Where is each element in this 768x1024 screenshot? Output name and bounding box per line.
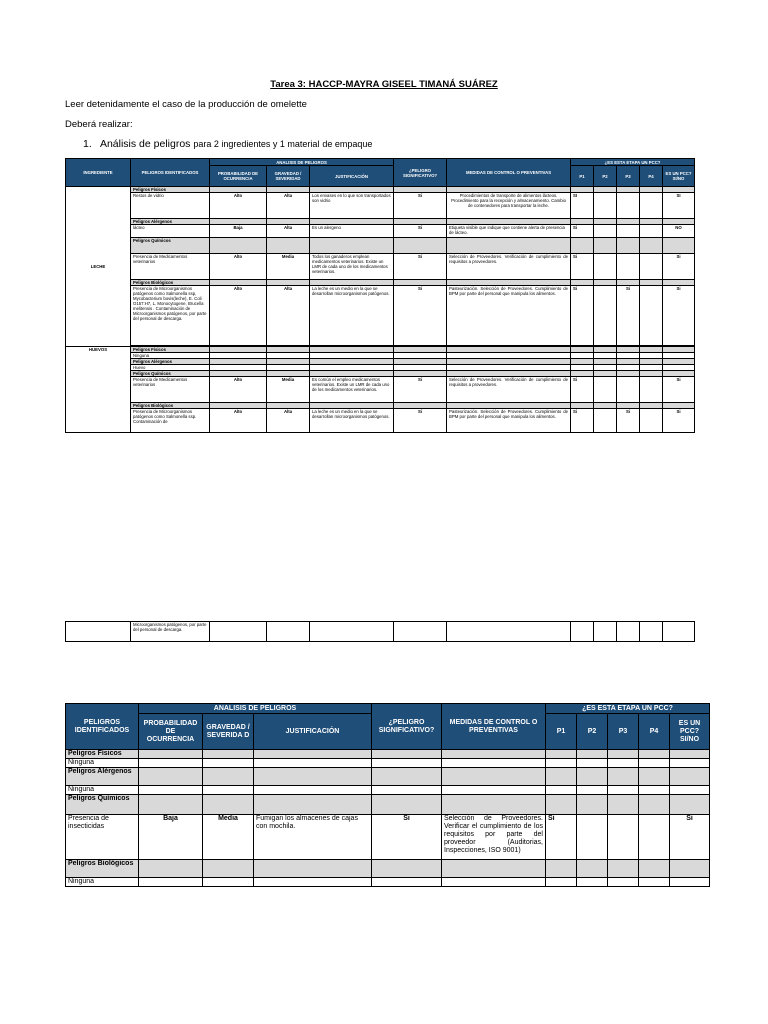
group-biologicos: Peligros Biológicos: [131, 403, 210, 409]
col-p4: P4: [640, 166, 663, 187]
cell-p1: Si: [571, 286, 594, 346]
cell-prob: Alto: [210, 286, 267, 346]
group-alergenos: Peligros Alérgenos: [66, 768, 139, 786]
col-gravedad: GRAVEDAD / SEVERIDA D: [203, 714, 254, 750]
cell-pcc: Si: [663, 409, 695, 433]
cell-medidas: Pasteurización. Selección de Proveedores. Cumplimiento de BPM por parte del personal que manipula los alimentos.: [447, 409, 571, 433]
cell-pcc: SI: [663, 193, 695, 219]
cell-just: Es un alergeno: [310, 225, 394, 238]
cell-prob: Alto: [210, 377, 267, 403]
hazard-table-packaging: [65, 703, 710, 887]
cell-peligro: Ninguna: [66, 878, 139, 887]
item-number: 1.: [83, 138, 92, 150]
task-item: [83, 138, 372, 150]
cell-peligro: Presencia de Microorganismos patógenos como Salmonella ssp. Contaminación de: [131, 409, 210, 433]
cell-peligro: Microorganismos patógenos, por parte del personal de descarga.: [131, 622, 210, 642]
group-quimicos: Peligros Químicos: [66, 795, 139, 815]
cell-pcc: Si: [663, 377, 695, 403]
col-p2: P2: [594, 166, 617, 187]
ingredient-leche: LECHE: [66, 187, 131, 347]
header-analisis: ANALISIS DE PELIGROS: [139, 704, 372, 714]
hazard-table-ingredients: [65, 158, 695, 433]
cell-just: Los envases en lo que son transportados son vidrio: [310, 193, 394, 219]
cell-pcc: Si: [670, 815, 710, 860]
item-text-a: Análisis de peligros: [99, 138, 191, 150]
group-quimicos: Peligros Químicos: [131, 371, 210, 377]
cell-just: La leche es un medio en la que se desarrollan microorganismos patógenos.: [310, 409, 394, 433]
cell-grav: Media: [267, 254, 310, 280]
group-fisicos: Peligros Físicos: [66, 750, 139, 759]
cell-just: Todos los ganaderos emplean medicamentos veterinarios. Existe un LMR de cada uno de los medicamentos veterinarios.: [310, 254, 394, 280]
table-row: [66, 286, 695, 346]
col-pcc: ES UN PCC? SI/NO: [670, 714, 710, 750]
cell-p1: Si: [546, 815, 577, 860]
col-significativo: ¿PELIGRO SIGNIFICATIVO?: [394, 159, 447, 187]
table-row: [66, 409, 695, 433]
table-row: [66, 254, 695, 280]
task-intro: Deberá realizar:: [65, 119, 133, 130]
cell-prob: Baja: [210, 225, 267, 238]
cell-pcc: NO: [663, 225, 695, 238]
item-text-b: para 2 ingredientes y 1 material: [193, 139, 320, 149]
group-fisicos: Peligros Físicos: [131, 187, 210, 193]
col-ingrediente: INGREDIENTE: [66, 159, 131, 187]
cell-medidas: Pasteurización. Selección de Proveedores. Cumplimiento de BPM por parte del personal que manipula los alimentos.: [447, 286, 571, 346]
cell-pcc: Si: [663, 254, 695, 280]
cell-peligro: Ninguna: [66, 759, 139, 768]
col-p1: P1: [546, 714, 577, 750]
hazard-table-continuation: [65, 621, 695, 642]
header-etapa: ¿ES ESTA ETAPA UN PCC?: [546, 704, 710, 714]
cell-peligro: Huevo: [131, 365, 210, 371]
cell-peligro: Ninguna: [131, 353, 210, 359]
table-row: [66, 193, 695, 219]
cell-pcc: Si: [663, 286, 695, 346]
col-p4: P4: [639, 714, 670, 750]
cell-sig: Si: [394, 286, 447, 346]
col-pcc: ES UN PCC? SI/NO: [663, 166, 695, 187]
cell-p3: Si: [617, 409, 640, 433]
cell-medidas: Selección de Proveedores. Verificar el cumplimiento de los requisitos por parte del proveedor (Auditorias, Inspecciones, ISO 9001): [442, 815, 546, 860]
group-biologicos: Peligros Biológicos: [66, 860, 139, 878]
cell-just: La leche es un medio en la que se desarrollan microorganismos patógenos.: [310, 286, 394, 346]
table-row: [66, 225, 695, 238]
col-medidas: MEDIDAS DE CONTROL O PREVENTIVAS: [447, 159, 571, 187]
cell-medidas: Selección de Proveedores. Verificación de cumplimiento de requisitos a proveedores.: [447, 254, 571, 280]
cell-peligro: Restos de vidrio: [131, 193, 210, 219]
cell-p1: Si: [571, 225, 594, 238]
cell-grav: Media: [203, 815, 254, 860]
cell-peligro: Presencia de Microorganismos patógenos como Salmonella ssp, Mycobacterium bovis(leche), E. Coli O157:H7, L. Monocytogene, Brucella melitensis . Contaminación de Microorganismos patógenos, por parte del personal de descarga.: [131, 286, 210, 346]
col-probabilidad: PROBABILIDAD DE OCURRENCIA: [210, 166, 267, 187]
group-biologicos: Peligros Biológicos: [131, 280, 210, 286]
cell-medidas: Procedimientos de transporte de alimentos lácteos. Procedimiento para la recepción y almacenamiento. Cambio de contenedores para transportar la leche.: [447, 193, 571, 219]
cell-grav: Alta: [267, 193, 310, 219]
cell-just: Fumigan los almacenes de cajas con mochila.: [254, 815, 372, 860]
page-title: Tarea 3: HACCP-MAYRA GISEEL TIMANÁ SUÁREZ: [270, 79, 498, 90]
cell-peligro: Presencia de insecticidas: [66, 815, 139, 860]
cell-p1: Si: [571, 409, 594, 433]
col-p2: P2: [577, 714, 608, 750]
cell-prob: Alto: [210, 193, 267, 219]
cell-peligro: Presencia de Medicamentos veterinarios: [131, 254, 210, 280]
cell-sig: Si: [372, 815, 442, 860]
cell-grav: Alta: [267, 225, 310, 238]
group-fisicos: Peligros Físicos: [131, 347, 210, 353]
col-probabilidad: PROBABILIDAD DE OCURRENCIA: [139, 714, 203, 750]
col-medidas: MEDIDAS DE CONTROL O PREVENTIVAS: [442, 704, 546, 750]
cell-sig: Si: [394, 254, 447, 280]
cell-p1: Si: [571, 254, 594, 280]
cell-p1: SI: [571, 193, 594, 219]
col-gravedad: GRAVEDAD / SEVERIDAD: [267, 166, 310, 187]
col-peligros: PELIGROS IDENTIFICADOS: [66, 704, 139, 750]
item-text-c: de empaque: [322, 139, 373, 149]
cell-sig: Si: [394, 193, 447, 219]
header-analisis: ANALISIS DE PELIGROS: [210, 159, 394, 166]
cell-grav: Alta: [267, 286, 310, 346]
instruction-line: Leer detenidamente el caso de la producción de omelette: [65, 99, 307, 110]
col-significativo: ¿PELIGRO SIGNIFICATIVO?: [372, 704, 442, 750]
table-row: [66, 815, 710, 860]
cell-sig: Si: [394, 377, 447, 403]
table-row: [66, 622, 695, 642]
col-justificacion: JUSTIFICACIÓN: [310, 166, 394, 187]
cell-grav: Media: [267, 377, 310, 403]
cell-prob: Alto: [210, 254, 267, 280]
cell-peligro: Ninguna: [66, 786, 139, 795]
col-p1: P1: [571, 166, 594, 187]
cell-sig: Si: [394, 225, 447, 238]
cell-peligro: Presencia de Medicamentos veterinarios: [131, 377, 210, 403]
col-p3: P3: [608, 714, 639, 750]
group-alergenos: Peligros Alérgenos: [131, 359, 210, 365]
cell-just: Es común el empleo medicamentos veterinarios. Existe un LMR de cada uno de los medicamentos veterinarios.: [310, 377, 394, 403]
cell-p1: Si: [571, 377, 594, 403]
cell-sig: Si: [394, 409, 447, 433]
cell-peligro: lácteo: [131, 225, 210, 238]
cell-medidas: Etiqueta visible que indique que contiene alerta de presencia de lácteo.: [447, 225, 571, 238]
col-p3: P3: [617, 166, 640, 187]
group-quimicos: Peligros Químicos: [131, 238, 210, 254]
table-row: [66, 377, 695, 403]
cell-p3: Si: [617, 286, 640, 346]
cell-medidas: Selección de Proveedores. Verificación de cumplimiento de requisitos a proveedores.: [447, 377, 571, 403]
cell-grav: Alta: [267, 409, 310, 433]
ingredient-huevos: HUEVOS: [66, 347, 131, 433]
cell-prob: Alto: [210, 409, 267, 433]
col-peligros: PELIGROS IDENTIFICADOS: [131, 159, 210, 187]
cell-prob: Baja: [139, 815, 203, 860]
group-alergenos: Peligros Alérgenos: [131, 219, 210, 225]
header-etapa: ¿ES ESTA ETAPA UN PCC?: [571, 159, 695, 166]
col-justificacion: JUSTIFICACIÓN: [254, 714, 372, 750]
